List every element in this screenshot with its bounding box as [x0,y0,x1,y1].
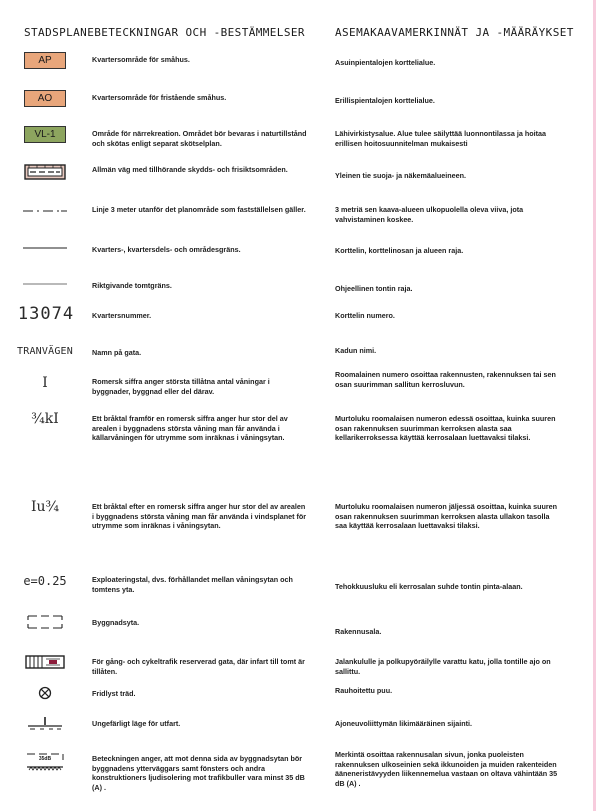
text-fi: Rakennusala. [335,627,382,636]
text-fi: Asuinpientalojen korttelialue. [335,58,436,67]
building-area-icon [26,614,64,630]
text-sv: Exploateringstal, dvs. förhållandet mellan våningsytan och tomtens yta. [92,575,293,594]
symbol-vl1-badge: VL-1 [24,126,66,143]
symbol-ap-badge: AP [24,52,66,69]
dash-dot-line-icon [23,208,67,214]
text-sv: Linje 3 meter utanför det planområde som fastställelsen gäller. [92,205,306,214]
text-fi: Ajoneuvoliittymän likimääräinen sijainti. [335,719,472,728]
plot-boundary-line-icon [23,282,67,286]
text-sv: Beteckningen anger, att mot denna sida av byggnadsytan bör byggnadens ytterväggars samt fönsters och andra konstruktioners ljudisolering mot trafikbuller vara minst 35 dB (A) . [92,754,305,792]
text-sv: Ungefärligt läge för utfart. [92,719,181,728]
text-fi: Jalankululle ja polkupyöräilylle varattu katu, jolla tontille ajo on sallittu. [335,657,551,676]
noise-level-label: 35dB [38,756,52,762]
text-sv: Allmän väg med tillhörande skydds- och frisiktsområden. [92,165,288,174]
text-sv: Kvartersområde för småhus. [92,55,190,64]
text-fi: Ohjeellinen tontin raja. [335,284,413,293]
symbol-efficiency-ratio: e=0.25 [23,574,67,588]
symbol-roman-numeral: I [42,375,48,391]
text-fi: Korttelin, korttelinosan ja alueen raja. [335,246,464,255]
text-fi: Murtoluku roomalaisen numeron edessä osoittaa, kuinka suuren osan rakennuksen suurimman kerroksen alasta saa kellarikerroksessa käyttää kerrosalaan luettavaksi tilaksi. [335,414,556,443]
text-fi: Rauhoitettu puu. [335,686,393,695]
header-finnish: ASEMAKAAVAMERKINNÄT JA -MÄÄRÄYKSET [335,26,574,39]
text-sv: Byggnadsyta. [92,618,140,627]
symbol-ao-badge: AO [24,90,66,107]
text-fi: Tehokkuusluku eli kerrosalan suhde tontin pinta-alaan. [335,582,523,591]
text-sv: För gång- och cykeltrafik reserverad gata, där infart till tomt är tillåten. [92,657,305,676]
text-fi: Erillispientalojen korttelialue. [335,96,435,105]
header-swedish: STADSPLANEBETECKNINGAR OCH -BESTÄMMELSER [24,26,305,39]
text-sv: Namn på gata. [92,348,142,357]
symbol-block-number: 13074 [17,304,75,324]
text-sv: Område för närrekreation. Området bör bevaras i naturtillstånd och skötas enligt separat skötselplan. [92,129,307,148]
text-sv: Ett bråktal framför en romersk siffra anger hur stor del av arealen i byggnadens största våning man får använda i källarvåningen för utrymme som inräknas i våningsytan. [92,414,288,443]
road-with-protective-area-icon [24,164,66,180]
text-fi: Murtoluku roomalaisen numeron jäljessä osoittaa, kuinka suuren osan rakennuksen suurimman kerroksen alasta ullakon tasolla saa käyttää kerrosalaan luettavaksi tilaksi. [335,502,558,531]
text-sv: Riktgivande tomtgräns. [92,281,172,290]
text-sv: Kvartersnummer. [92,311,152,320]
text-sv: Ett bråktal efter en romersk siffra anger hur stor del av arealen i byggnadens största våning man får använda i vindsplanet för utrymme som inräknas i våningsytan. [92,502,307,531]
block-boundary-line-icon [23,246,67,250]
text-sv: Kvartersområde för fristående småhus. [92,93,227,102]
text-fi: Kadun nimi. [335,346,377,355]
text-sv: Romersk siffra anger största tillåtna antal våningar i byggnader, byggnad eller del därav. [92,377,270,396]
symbol-basement-fraction: ¾kI [31,411,59,427]
text-fi: Lähivirkistysalue. Alue tulee säilyttää luonnontilassa ja hoitaa erillisen hoitosuunnitelman mukaisesti [335,129,547,148]
text-sv: Fridlyst träd. [92,689,136,698]
text-fi: Korttelin numero. [335,311,395,320]
symbol-street-name: TRANVÄGEN [17,345,73,357]
margin-mark [593,0,596,811]
text-fi: Roomalainen numero osoittaa rakennusten, rakennuksen tai sen osan suurimman sallitun kerrosluvun. [335,370,556,389]
text-sv: Kvarters-, kvartersdels- och områdesgräns. [92,245,241,254]
exit-location-icon [24,716,66,730]
symbol-attic-fraction: Iu¾ [30,499,60,515]
pedestrian-street-icon [25,655,65,669]
text-fi: Merkintä osoittaa rakennusalan sivun, jonka puoleisten rakennuksen ulkoseinien sekä ikkunoiden ja muiden rakenteiden ääneneristävyyden liikennemelua vastaan on oltava vähintään 35 dB (A) . [335,750,558,788]
text-fi: 3 metriä sen kaava-alueen ulkopuolella oleva viiva, jota vahvistaminen koskee. [335,205,524,224]
text-fi: Yleinen tie suoja- ja näkemäalueineen. [335,171,467,180]
protected-tree-icon [38,686,52,700]
noise-insulation-icon [25,752,65,772]
